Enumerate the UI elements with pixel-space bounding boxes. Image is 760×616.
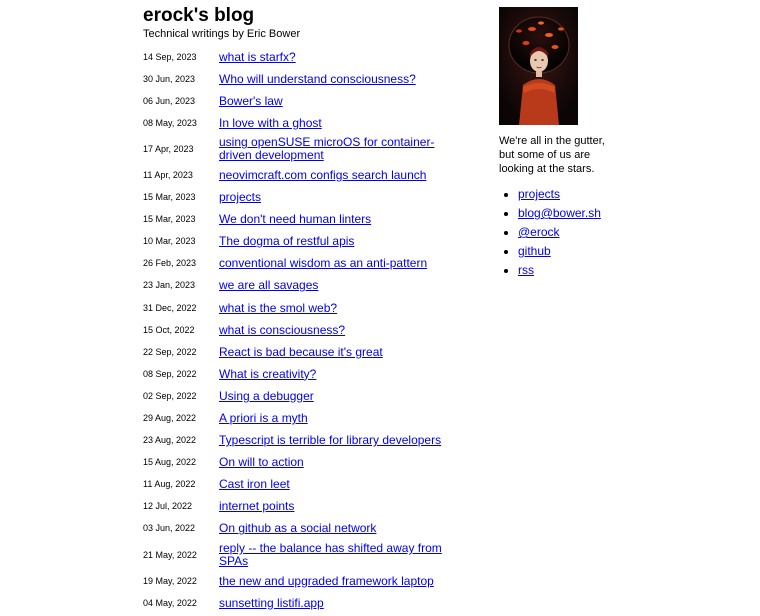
post-item [143, 277, 463, 295]
blog-subtitle: Technical writings by Eric Bower [143, 28, 301, 40]
post-item [143, 299, 463, 317]
post-link[interactable]: reply -- the balance has shifted away from SPAs [219, 541, 442, 569]
sidebar-link-item [518, 263, 629, 278]
post-link[interactable]: what is the smol web? [219, 300, 338, 315]
post-link[interactable]: The dogma of restful apis [219, 234, 355, 249]
sidebar-link-item [518, 244, 629, 259]
post-link[interactable]: the new and upgraded framework laptop [219, 573, 434, 588]
post-item [143, 572, 463, 590]
post-item [143, 410, 463, 428]
post-link[interactable]: What is creativity? [219, 366, 317, 381]
sidebar-links [499, 187, 629, 278]
link-email[interactable]: blog@bower.sh [518, 206, 601, 220]
post-item [143, 454, 463, 472]
post-date: 10 Mar, 2023 [143, 236, 196, 247]
blog-title[interactable]: erock's blog [143, 5, 255, 26]
post-item [143, 255, 463, 273]
post-item [143, 92, 463, 110]
main-column [143, 5, 463, 616]
post-item [143, 136, 463, 162]
post-link[interactable]: neovimcraft.com configs search launch [219, 167, 427, 182]
sidebar [499, 7, 629, 282]
post-date: 23 Aug, 2022 [143, 435, 197, 446]
post-date: 15 Mar, 2023 [143, 192, 196, 203]
link-rss[interactable]: rss [518, 263, 534, 277]
post-link[interactable]: We don't need human linters [219, 212, 372, 227]
post-link[interactable]: conventional wisdom as an anti-pattern [219, 256, 428, 271]
post-date: 17 Apr, 2023 [143, 143, 194, 154]
post-item [143, 498, 463, 516]
post-link[interactable]: Using a debugger [219, 388, 314, 403]
post-item [143, 233, 463, 251]
post-link[interactable]: using openSUSE microOS for container-driven development [219, 135, 435, 163]
link-github[interactable]: github [518, 244, 551, 258]
post-item [143, 520, 463, 538]
post-item [143, 321, 463, 339]
post-link[interactable]: On github as a social network [219, 521, 377, 536]
post-date: 31 Dec, 2022 [143, 302, 197, 313]
post-link[interactable]: what is starfx? [219, 49, 296, 64]
sidebar-link-item [518, 206, 629, 221]
post-date: 03 Jun, 2022 [143, 523, 196, 534]
post-link[interactable]: React is bad because it's great [219, 344, 383, 359]
post-date: 08 May, 2023 [143, 117, 197, 128]
post-date: 23 Jan, 2023 [143, 280, 196, 291]
post-link[interactable]: what is consciousness? [219, 322, 346, 337]
post-date: 02 Sep, 2022 [143, 390, 197, 401]
post-date: 19 May, 2022 [143, 575, 197, 586]
post-link[interactable]: internet points [219, 499, 295, 514]
post-date: 04 May, 2022 [143, 597, 197, 608]
post-link[interactable]: sunsetting listifi.app [219, 595, 324, 610]
post-item [143, 166, 463, 184]
post-link[interactable]: On will to action [219, 455, 304, 470]
post-date: 11 Apr, 2023 [143, 169, 193, 180]
post-date: 22 Sep, 2022 [143, 346, 197, 357]
post-item [143, 211, 463, 229]
post-list [143, 48, 463, 612]
post-item [143, 542, 463, 568]
link-projects[interactable]: projects [518, 187, 561, 201]
avatar [499, 7, 578, 125]
post-date: 06 Jun, 2023 [143, 95, 196, 106]
post-date: 11 Aug, 2022 [143, 479, 196, 490]
tagline: We're all in the gutter, but some of us are looking at the stars. [499, 135, 605, 175]
post-date: 12 Jul, 2022 [143, 501, 193, 512]
post-link[interactable]: Cast iron leet [219, 477, 290, 492]
post-item [143, 70, 463, 88]
post-item [143, 48, 463, 66]
post-link[interactable]: Typescript is terrible for library developers [219, 433, 442, 448]
post-date: 30 Jun, 2023 [143, 73, 196, 84]
sidebar-link-item [518, 187, 629, 202]
post-item [143, 189, 463, 207]
post-item [143, 432, 463, 450]
post-link[interactable]: A priori is a myth [219, 411, 308, 425]
post-date: 08 Sep, 2022 [143, 368, 197, 379]
post-date: 14 Sep, 2023 [143, 51, 197, 62]
post-link[interactable]: In love with a ghost [219, 115, 322, 130]
post-item [143, 365, 463, 383]
post-date: 15 Aug, 2022 [143, 457, 197, 468]
post-link[interactable]: we are all savages [219, 278, 319, 293]
post-date: 21 May, 2022 [143, 549, 197, 560]
post-item [143, 343, 463, 361]
post-item [143, 594, 463, 612]
post-date: 15 Oct, 2022 [143, 324, 195, 335]
post-link[interactable]: Who will understand consciousness? [219, 71, 416, 86]
post-date: 29 Aug, 2022 [143, 413, 197, 423]
post-item [143, 114, 463, 132]
post-link[interactable]: projects [219, 190, 262, 205]
post-link[interactable]: Bower's law [219, 93, 283, 108]
sidebar-link-item [518, 225, 629, 240]
post-date: 26 Feb, 2023 [143, 258, 197, 269]
post-date: 15 Mar, 2023 [143, 214, 196, 225]
post-item [143, 476, 463, 494]
post-item [143, 387, 463, 405]
link-social[interactable]: @erock [518, 225, 560, 239]
